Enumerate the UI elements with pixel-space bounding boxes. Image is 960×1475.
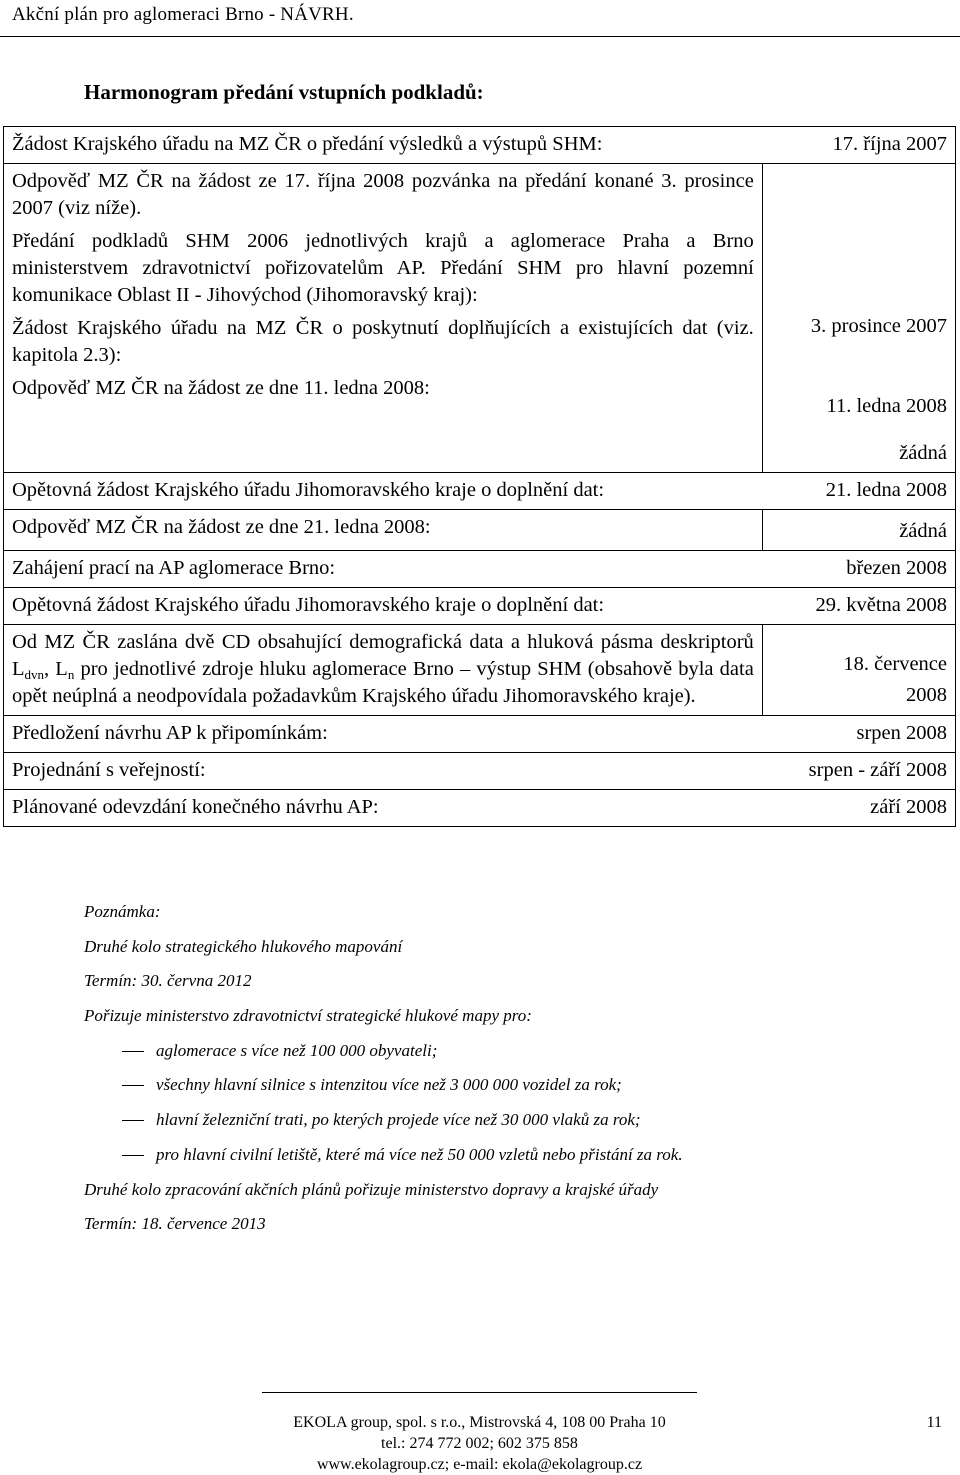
schedule-table <box>3 126 956 827</box>
note-list <box>84 1041 944 1165</box>
footer <box>262 1412 697 1475</box>
row-date: žádná <box>899 442 947 464</box>
row-date: březen 2008 <box>846 557 947 579</box>
table-row <box>4 588 956 625</box>
row-label-part: pro jednotlivé zdroje hluku aglomerace Brno – výstup SHM (obsahově byla data opět neúplná a neodpovídala požadavkům Krajského úřadu Jihomoravského kraje). <box>12 658 754 707</box>
row-date: srpen 2008 <box>856 722 947 744</box>
list-item-text: aglomerace s více než 100 000 obyvateli; <box>156 1040 438 1060</box>
list-item-text: všechny hlavní silnice s intenzitou více než 3 000 000 vozidel za rok; <box>156 1075 622 1095</box>
table-cell <box>762 510 955 551</box>
table-cell <box>4 127 956 164</box>
table-row <box>4 551 956 588</box>
table-cell <box>4 625 763 716</box>
list-item <box>84 1110 944 1130</box>
dash-bullet-icon <box>122 1155 144 1156</box>
row-label: Žádost Krajského úřadu na MZ ČR o poskytnutí doplňujících a existujících dat (viz. kapitola 2.3): <box>12 317 754 366</box>
dash-bullet-icon <box>122 1085 144 1086</box>
row-label-part: , L <box>44 658 68 680</box>
table-cell <box>4 510 763 551</box>
note-round2-plans: Druhé kolo zpracování akčních plánů pořizuje ministerstvo dopravy a krajské úřady <box>84 1179 659 1199</box>
footer-company: EKOLA group, spol. s r.o., Mistrovská 4, 108 00 Praha 10 <box>293 1414 666 1431</box>
dash-bullet-icon <box>122 1120 144 1121</box>
subscript: n <box>67 667 75 682</box>
table-cell <box>4 164 763 473</box>
row-date: 17. října 2007 <box>832 133 947 155</box>
list-item <box>84 1145 944 1165</box>
row-date: 21. ledna 2008 <box>825 479 947 501</box>
row-date: 3. prosince 2007 <box>810 315 947 337</box>
row-date: 11. ledna 2008 <box>826 395 947 417</box>
table-cell <box>4 790 956 827</box>
list-item-text: pro hlavní civilní letiště, které má více než 50 000 vzletů nebo přistání za rok. <box>156 1144 683 1164</box>
note-round2: Druhé kolo strategického hlukového mapování <box>84 936 403 956</box>
table-row <box>4 473 956 510</box>
document-header-title: Akční plán pro aglomeraci Brno - NÁVRH. <box>12 4 354 25</box>
row-label: Žádost Krajského úřadu na MZ ČR o předání výsledků a výstupů SHM: <box>12 133 603 155</box>
section-heading: Harmonogram předání vstupních podkladů: <box>84 80 484 104</box>
table-cell <box>762 625 955 716</box>
footer-divider <box>262 1392 697 1393</box>
note-procures: Pořizuje ministerstvo zdravotnictví strategické hlukové mapy pro: <box>84 1006 532 1026</box>
table-row <box>4 127 956 164</box>
dash-bullet-icon <box>122 1051 144 1052</box>
table-cell <box>4 473 956 510</box>
row-date: září 2008 <box>870 796 947 818</box>
row-label <box>12 631 754 707</box>
note-deadline: Termín: 18. července 2013 <box>84 1214 266 1234</box>
row-date: srpen - září 2008 <box>808 759 947 781</box>
row-date: 2008 <box>906 684 947 706</box>
note-deadline: Termín: 30. června 2012 <box>84 971 252 991</box>
table-cell <box>4 588 956 625</box>
row-label: Předložení návrhu AP k připomínkám: <box>12 722 328 744</box>
row-label: Odpověď MZ ČR na žádost ze 17. října 2008 pozvánka na předání konané 3. prosince 2007 (viz níže). <box>12 170 754 219</box>
row-label: Odpověď MZ ČR na žádost ze dne 21. ledna 2008: <box>12 516 431 538</box>
table-row <box>4 716 956 753</box>
row-label: Odpověď MZ ČR na žádost ze dne 11. ledna 2008: <box>12 377 430 399</box>
table-row <box>4 790 956 827</box>
row-label: Zahájení prací na AP aglomerace Brno: <box>12 557 336 579</box>
footer-phone: tel.: 274 772 002; 602 375 858 <box>381 1435 578 1452</box>
note-section <box>84 902 944 1249</box>
table-cell <box>4 551 956 588</box>
header-divider <box>0 36 960 37</box>
row-label: Opětovná žádost Krajského úřadu Jihomoravského kraje o doplnění dat: <box>12 479 605 501</box>
table-cell <box>762 164 955 473</box>
note-label: Poznámka: <box>84 902 161 921</box>
row-label: Opětovná žádost Krajského úřadu Jihomoravského kraje o doplnění dat: <box>12 594 605 616</box>
table-cell <box>4 753 956 790</box>
subscript: dvn <box>24 667 45 682</box>
list-item <box>84 1075 944 1095</box>
row-label: Projednání s veřejností: <box>12 759 206 781</box>
row-date: 29. května 2008 <box>815 594 947 616</box>
table-row <box>4 625 956 716</box>
row-date: 18. července <box>843 653 947 675</box>
list-item <box>84 1041 944 1061</box>
row-label: Předání podkladů SHM 2006 jednotlivých krajů a aglomerace Praha a Brno ministerstvem zdravotnictví pořizovatelům AP. Předání SHM pro hlavní pozemní komunikace Oblast II - Jihovýchod (Jihomoravský kraj): <box>12 230 754 306</box>
row-label-part: Od MZ ČR zaslána dvě CD obsahující demografická data a hluková pásma deskriptorů L <box>12 631 754 680</box>
page-number: 11 <box>926 1414 942 1431</box>
footer-contact: www.ekolagroup.cz; e-mail: ekola@ekolagroup.cz <box>316 1456 643 1473</box>
table-row <box>4 510 956 551</box>
table-row <box>4 753 956 790</box>
table-row <box>4 164 956 473</box>
row-label: Plánované odevzdání konečného návrhu AP: <box>12 796 379 818</box>
table-cell <box>4 716 956 753</box>
list-item-text: hlavní železniční trati, po kterých projede více než 30 000 vlaků za rok; <box>156 1110 641 1130</box>
row-date: žádná <box>899 520 947 542</box>
